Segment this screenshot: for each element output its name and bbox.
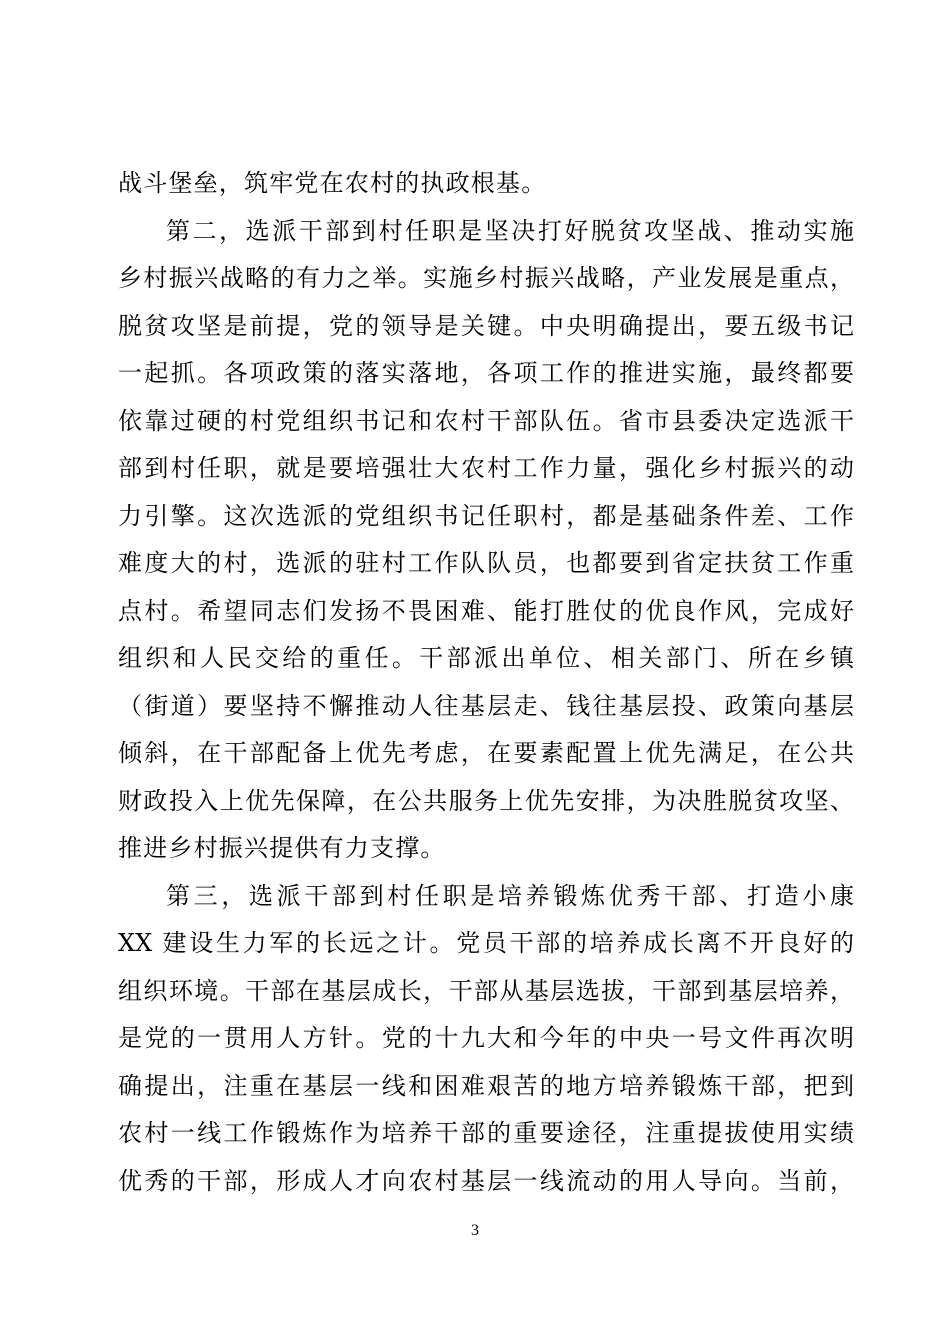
text-line-7: 部到村任职，就是要培强壮大农村工作力量，强化乡村振兴的动 [118,454,854,482]
text-line-9: 难度大的村，选派的驻村工作队队员，也都要到省定扶贫工作重 [118,549,854,577]
text-line-3: 乡村振兴战略的有力之举。实施乡村振兴战略，产业发展是重点， [118,264,854,292]
text-line-21: 农村一线工作锻炼作为培养干部的重要途径，注重提拔使用实绩 [118,1119,854,1147]
text-line-14: 财政投入上优先保障，在公共服务上优先安排，为决胜脱贫攻坚、 [118,786,854,815]
text-line-5: 一起抓。各项政策的落实落地，各项工作的推进实施，最终都要 [118,359,854,387]
text-line-6: 依靠过硬的村党组织书记和农村干部队伍。省市县委决定选派干 [118,406,854,435]
text-line-12: （街道）要坚持不懈推动人往基层走、钱往基层投、政策向基层 [118,691,854,720]
text-line-17: XX 建设生力军的长远之计。党员干部的培养成长离不开良好的 [118,929,854,957]
text-line-19: 是党的一贯用人方针。党的十九大和今年的中央一号文件再次明 [118,1024,854,1052]
text-line-16: 第三，选派干部到村任职是培养锻炼优秀干部、打造小康 [166,881,854,910]
text-line-11: 组织和人民交给的重任。干部派出单位、相关部门、所在乡镇 [118,644,854,672]
text-line-13: 倾斜，在干部配备上优先考虑，在要素配置上优先满足，在公共 [118,739,854,767]
text-line-4: 脱贫攻坚是前提，党的领导是关键。中央明确提出，要五级书记 [118,311,854,340]
text-line-2: 第二，选派干部到村任职是坚决打好脱贫攻坚战、推动实施 [166,216,854,245]
text-line-8: 力引擎。这次选派的党组织书记任职村，都是基础条件差、工作 [118,501,854,530]
text-line-15: 推进乡村振兴提供有力支撑。 [118,834,446,862]
text-line-20: 确提出，注重在基层一线和困难艰苦的地方培养锻炼干部，把到 [118,1071,854,1100]
page-number: 3 [471,1222,479,1239]
text-line-1: 战斗堡垒，筑牢党在农村的执政根基。 [118,169,547,197]
body-text [118,160,854,1205]
text-line-10: 点村。希望同志们发扬不畏困难、能打胜仗的优良作风，完成好 [118,596,854,625]
text-line-18: 组织环境。干部在基层成长，干部从基层选拔，干部到基层培养， [118,976,854,1005]
text-line-22: 优秀的干部，形成人才向农村基层一线流动的用人导向。当前， [118,1166,854,1195]
